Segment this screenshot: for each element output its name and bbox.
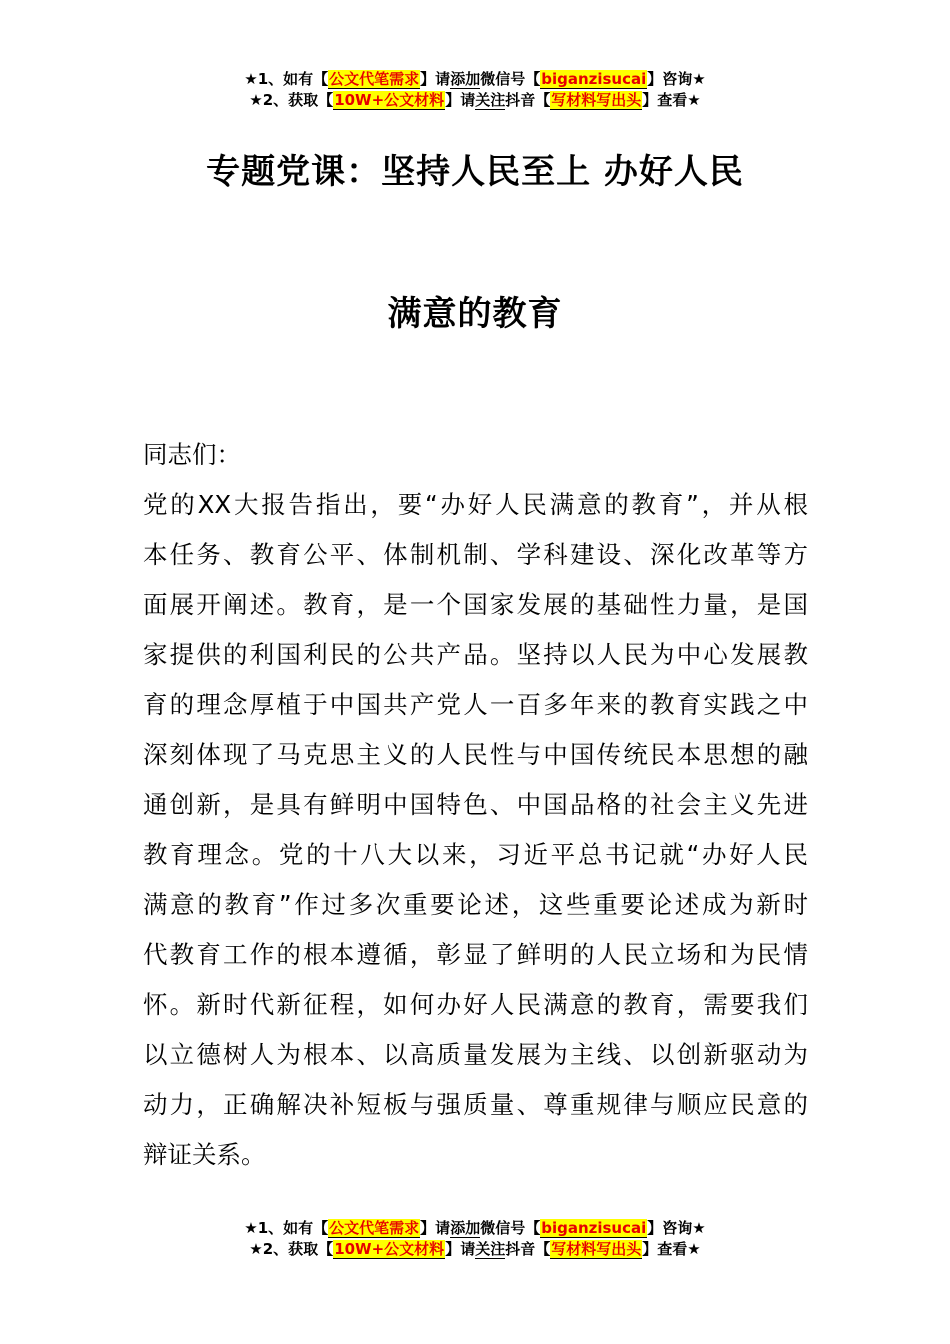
notice-text: 抖音【 — [505, 91, 551, 109]
douyin-id: 写材料写出头 — [551, 91, 642, 109]
underlined-text: 添加 — [450, 70, 481, 88]
highlight-text: 10W+公文材料 — [334, 91, 445, 109]
paragraph-line: 满意的教育”作过多次重要论述，这些重要论述成为新时 — [143, 890, 808, 919]
notice-line-2 — [0, 90, 950, 111]
notice-text: 】请 — [445, 91, 476, 109]
notice-text: 】请 — [445, 1240, 476, 1258]
notice-text: 】查看★ — [642, 91, 701, 109]
paragraph-line: 以立德树人为根本、以高质量发展为主线、以创新驱动为 — [143, 1040, 808, 1069]
page-title-line-1: 专题党课：坚持人民至上 办好人民 — [206, 152, 744, 192]
paragraph-line: 深刻体现了马克思主义的人民性与中国传统民本思想的融 — [143, 740, 808, 769]
notice-line-1 — [0, 69, 950, 90]
paragraph-line: 通创新，是具有鲜明中国特色、中国品格的社会主义先进 — [143, 790, 808, 819]
paragraph-line: 教育理念。党的十八大以来，习近平总书记就“办好人民 — [143, 840, 808, 869]
notice-text: ★1、如有【 — [244, 1219, 329, 1237]
paragraph-line: 面展开阐述。教育，是一个国家发展的基础性力量，是国 — [143, 590, 808, 619]
underlined-text: 关注 — [475, 91, 506, 109]
douyin-id: 写材料写出头 — [551, 1240, 642, 1258]
notice-text: 微信号【 — [480, 1219, 541, 1237]
footer-notice — [0, 1218, 950, 1260]
highlight-text: 公文代笔需求 — [329, 1219, 420, 1237]
wechat-id: biganzisucai — [541, 1219, 647, 1237]
paragraph-line: 代教育工作的根本遵循，彰显了鲜明的人民立场和为民情 — [143, 940, 808, 969]
underlined-text: 关注 — [475, 1240, 506, 1258]
notice-line-2 — [0, 1239, 950, 1260]
notice-text: 】查看★ — [642, 1240, 701, 1258]
header-notice — [0, 69, 950, 111]
highlight-text: 10W+公文材料 — [334, 1240, 445, 1258]
highlight-text: 公文代笔需求 — [329, 70, 420, 88]
paragraph-line: 家提供的利国利民的公共产品。坚持以人民为中心发展教 — [143, 640, 808, 669]
paragraph-line: 怀。新时代新征程，如何办好人民满意的教育，需要我们 — [143, 990, 808, 1019]
notice-text: 抖音【 — [505, 1240, 551, 1258]
salutation: 同志们： — [143, 440, 241, 469]
notice-text: 】请 — [420, 70, 451, 88]
notice-text: ★1、如有【 — [244, 70, 329, 88]
underlined-text: 添加 — [450, 1219, 481, 1237]
body-paragraph — [143, 480, 808, 1180]
notice-text: 】请 — [420, 1219, 451, 1237]
notice-text: 微信号【 — [480, 70, 541, 88]
paragraph-line: 本任务、教育公平、体制机制、学科建设、深化改革等方 — [143, 540, 808, 569]
notice-text: ★2、获取【 — [249, 1240, 334, 1258]
paragraph-line: 动力，正确解决补短板与强质量、尊重规律与顺应民意的 — [143, 1090, 808, 1119]
notice-text: 】咨询★ — [647, 1219, 706, 1237]
page-title-line-2: 满意的教育 — [387, 294, 563, 334]
notice-text: 】咨询★ — [647, 70, 706, 88]
paragraph-line: 党的XX大报告指出，要“办好人民满意的教育”，并从根 — [143, 490, 808, 519]
paragraph-line: 辩证关系。 — [143, 1140, 266, 1169]
notice-line-1 — [0, 1218, 950, 1239]
notice-text: ★2、获取【 — [249, 91, 334, 109]
wechat-id: biganzisucai — [541, 70, 647, 88]
paragraph-line: 育的理念厚植于中国共产党人一百多年来的教育实践之中 — [143, 690, 808, 719]
